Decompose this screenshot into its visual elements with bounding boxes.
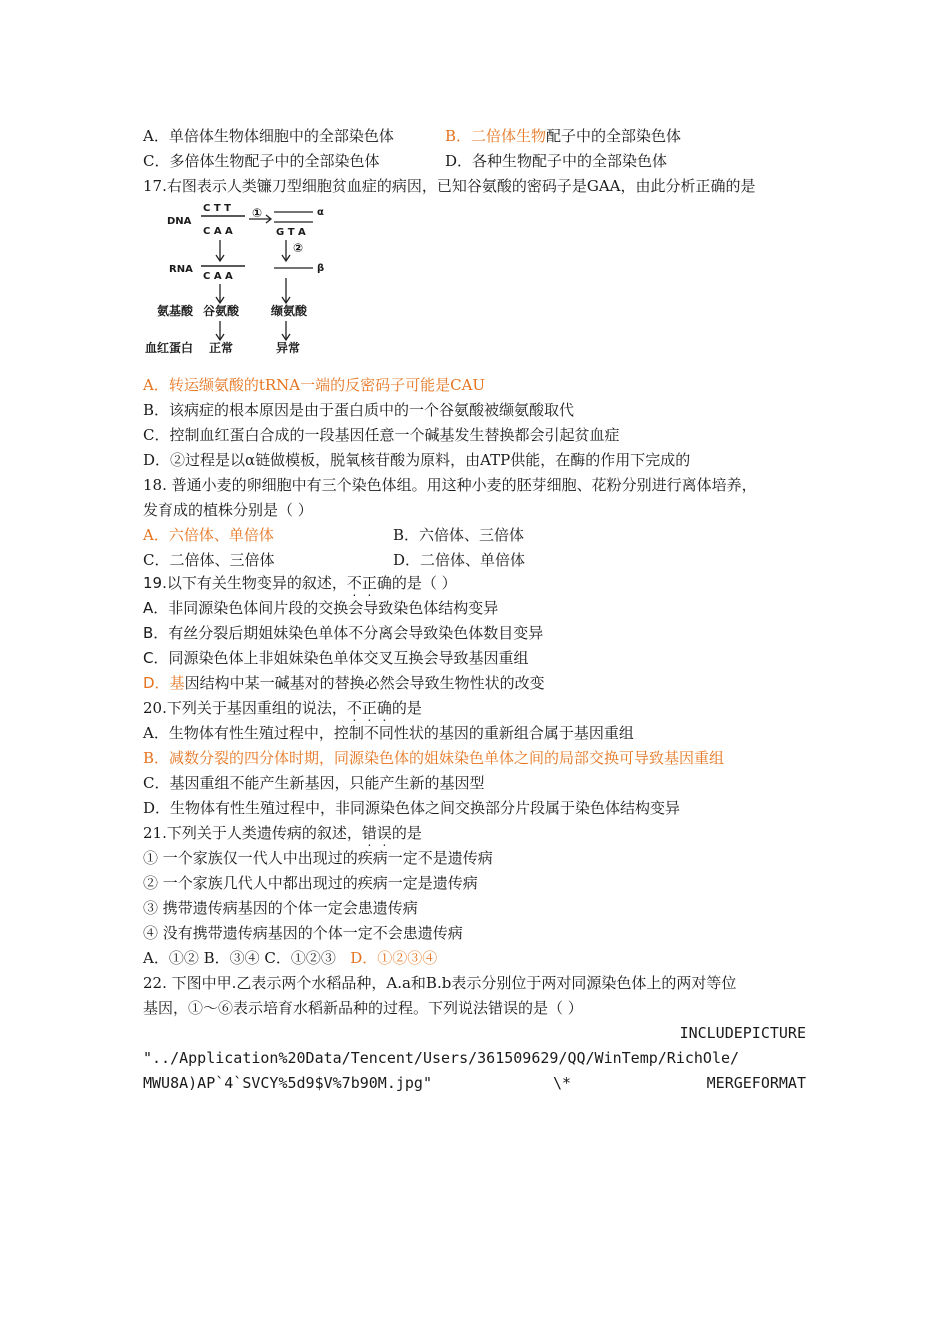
diagram-hb-label: 血红蛋白 (145, 341, 194, 355)
q18-stem-line-1: 18. 普通小麦的卵细胞中有三个染色体组。用这种小麦的胚芽细胞、花粉分别进行离体培养， (143, 476, 757, 494)
q18-option-c: C．二倍体、三倍体 (143, 551, 275, 569)
diagram-gta: G T A (276, 227, 306, 238)
diagram-amino-label: 氨基酸 (157, 304, 194, 318)
diagram-caa-rna: C A A (203, 271, 233, 282)
q20-option-b: B．减数分裂的四分体时期，同源染色体的姐妹染色单体之间的局部交换可导致基因重组 (143, 749, 725, 767)
diagram-caa-top: C A A (203, 226, 233, 237)
q19-stem: 19.以下有关生物变异的叙述，不正确的是（ ） (143, 574, 457, 592)
q17-stem: 17.右图表示人类镰刀型细胞贫血症的病因，已知谷氨酸的密码子是GAA，由此分析正确的是 (143, 177, 756, 195)
q20-option-d: D．生物体有性生殖过程中，非同源染色体之间交换部分片段属于染色体结构变异 (143, 799, 681, 817)
q18-option-row-1 (143, 525, 525, 545)
diagram-beta: β (317, 263, 325, 274)
diagram-dna-label: DNA (167, 216, 192, 227)
q18-stem-line-2: 发育成的植株分别是（ ） (143, 501, 313, 519)
diagram-abnormal: 异常 (276, 341, 301, 355)
diagram-alpha: α (317, 207, 324, 218)
q17-option-b: B．该病症的根本原因是由于蛋白质中的一个谷氨酸被缬氨酸取代 (143, 401, 575, 419)
q19-option-d: D．基因结构中某一碱基对的替换必然会导致生物性状的改变 (143, 674, 545, 692)
q16-option-row-2 (143, 151, 668, 171)
q22-stem-line-2: 基因，①～⑥表示培育水稻新品种的过程。下列说法错误的是（ ） (143, 999, 583, 1017)
q18-option-b: B．六倍体、三倍体 (393, 526, 525, 544)
q20-option-a: A．生物体有性生殖过程中，控制不同性状的基因的重新组合属于基因重组 (143, 724, 634, 742)
field-code-path-1: "../Application%20Data/Tencent/Users/361509629/QQ/WinTemp/RichOle/ (143, 1049, 740, 1067)
q20-option-c: C．基因重组不能产生新基因，只能产生新的基因型 (143, 774, 485, 792)
diagram-glu: 谷氨酸 (203, 304, 240, 318)
q16-option-c: C．多倍体生物配子中的全部染色体 (143, 152, 380, 170)
q21-stem: 21.下列关于人类遗传病的叙述，错误的是 (143, 824, 422, 842)
q21-options: A．①② B．③④ C．①②③ D．①②③④ (143, 949, 438, 967)
q21-statement-2: ② 一个家族几代人中都出现过的疾病一定是遗传病 (143, 874, 478, 892)
q21-statement-3: ③ 携带遗传病基因的个体一定会患遗传病 (143, 899, 418, 917)
sickle-cell-diagram (143, 198, 333, 358)
diagram-normal: 正常 (209, 341, 234, 355)
q16-option-row-1 (143, 126, 682, 146)
q20-stem: 20.下列关于基因重组的说法，不正确的是 (143, 699, 422, 717)
q21-option-d: D．①②③④ (350, 949, 438, 967)
diagram-rna-label: RNA (169, 264, 193, 275)
q16-option-b: B．二倍体生物配子中的全部染色体 (445, 127, 682, 145)
diagram-step1-label: ① (252, 206, 263, 220)
diagram-val: 缬氨酸 (271, 304, 308, 318)
q19-option-c: C．同源染色体上非姐妹染色单体交叉互换会导致基因重组 (143, 649, 529, 667)
q17-option-c: C．控制血红蛋白合成的一段基因任意一个碱基发生替换都会引起贫血症 (143, 426, 620, 444)
q18-option-row-2 (143, 550, 526, 570)
field-code-path-2: MWU8A)AP`4`SVCY%5d9$V%7b90M.jpg" \* MERGEFORMAT (143, 1074, 806, 1092)
q21-statement-4: ④ 没有携带遗传病基因的个体一定不会患遗传病 (143, 924, 463, 942)
q18-option-d: D．二倍体、单倍体 (393, 551, 526, 569)
q22-stem-line-1: 22. 下图中甲.乙表示两个水稻品种，A.a和B.b表示分别位于两对同源染色体上的两对等位 (143, 974, 737, 992)
q16-option-a: A．单倍体生物体细胞中的全部染色体 (143, 127, 394, 145)
diagram-step2-label: ② (293, 241, 304, 255)
q21-statement-1: ① 一个家族仅一代人中出现过的疾病一定不是遗传病 (143, 849, 493, 867)
diagram-ctt: C T T (203, 203, 231, 214)
q19-option-a: A．非同源染色体间片段的交换会导致染色体结构变异 (143, 599, 499, 617)
q17-option-a: A．转运缬氨酸的tRNA一端的反密码子可能是CAU (143, 376, 486, 394)
q17-option-d: D．②过程是以α链做模板，脱氧核苷酸为原料，由ATP供能，在酶的作用下完成的 (143, 451, 691, 469)
q18-option-a: A．六倍体、单倍体 (143, 526, 274, 544)
field-code-includepicture: INCLUDEPICTURE (679, 1024, 806, 1042)
q19-option-b: B．有丝分裂后期姐妹染色单体不分离会导致染色体数目变异 (143, 624, 544, 642)
q16-option-d: D．各种生物配子中的全部染色体 (445, 152, 668, 170)
